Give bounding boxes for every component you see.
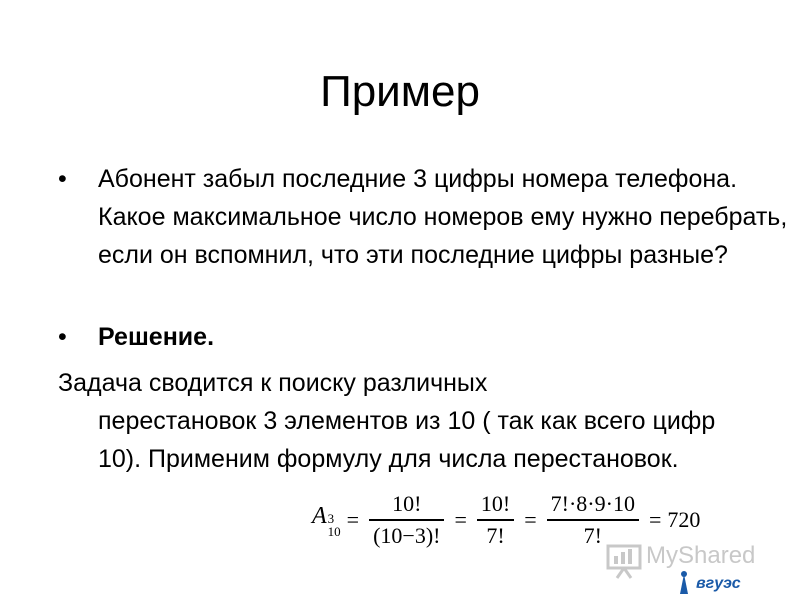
formula-symbol [312, 503, 341, 538]
bullet-dot-icon: • [58, 165, 67, 193]
solution-heading: Решение. [98, 323, 215, 351]
bullet-dot-icon: • [58, 323, 67, 351]
formula-subscript: 10 [327, 523, 341, 539]
paragraph-continuation: перестановок 3 элементов из 10 ( так как всего цифр 10). Применим формулу для числа перестановок. [98, 407, 716, 473]
fraction-numerator: 10! [392, 491, 422, 517]
brand-logo-lettering: вгуэс [696, 575, 741, 592]
formula-result: 720 [667, 507, 701, 532]
watermark-text: MyShared [646, 542, 756, 569]
fraction-1 [369, 491, 444, 549]
equals-sign: = [648, 507, 662, 532]
equals-sign: = [454, 507, 467, 532]
presentation-icon [604, 540, 644, 580]
watermark-logo [600, 536, 780, 594]
fraction-denominator: 7! [486, 522, 505, 548]
equals-sign: = [524, 507, 537, 532]
university-emblem-icon [674, 568, 774, 596]
formula-letter: A [312, 502, 327, 529]
equals-sign: = [346, 507, 360, 532]
fraction-numerator: 7!·8·9·10 [550, 491, 635, 517]
fraction-numerator: 10! [480, 491, 511, 517]
fraction-denominator: 7! [583, 522, 602, 548]
task-paragraph [58, 364, 748, 478]
paragraph-first-line: Задача сводится к поиску различных [58, 369, 488, 397]
formula-superscript: 3 [327, 510, 335, 526]
fraction-denominator: (10−3)! [373, 522, 441, 548]
slide-title: Пример [320, 67, 480, 116]
bullet-text: Абонент забыл последние 3 цифры номера телефона. Какое максимальное число номеров ему нужно перебрать, если он вспомнил, что эти последние цифры разные? [98, 165, 788, 269]
fraction-2 [477, 491, 514, 549]
